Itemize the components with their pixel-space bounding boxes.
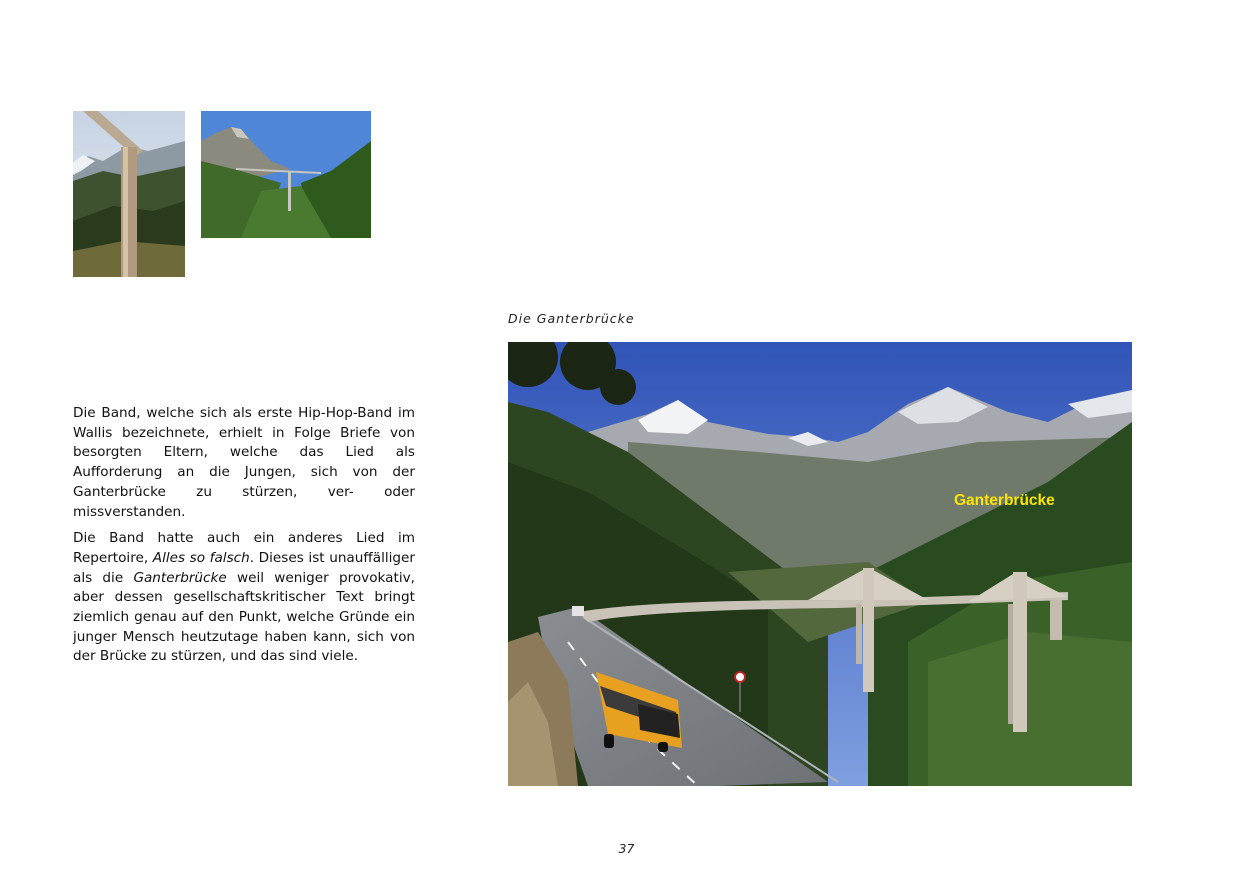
bridge-pier-thumbnail (73, 111, 185, 277)
paragraph-1: Die Band, welche sich als erste Hip-Hop-Band im Wallis bezeichnete, erhielt in Folge Briefe von besorgten Eltern, welche das Lied als Aufforderung an die Jungen, sich von der Ganterbrücke zu stürzen, ver- oder missverstanden. (73, 405, 415, 520)
paragraph-2-text: . Dieses ist unauffälliger als die (73, 549, 415, 586)
paragraph-2-text: weil weniger provokativ, aber dessen gesellschaftskritischer Text bringt ziemlich genau auf den Punkt, welche Gründe ein junger Mensch heutzutage haben kann, sich von der Brücke zu stürzen, und das sind viele. (73, 569, 415, 665)
song-title-ganterbruecke: Ganterbrücke (133, 569, 227, 586)
song-title-alles-so-falsch: Alles so falsch (152, 549, 250, 566)
paragraph-2-text: Die Band hatte auch ein anderes Lied im Repertoire, (73, 530, 415, 566)
page-number: 37 (618, 841, 635, 856)
valley-bridge-thumbnail (201, 111, 371, 238)
bridge-label: Ganterbrücke (954, 492, 1055, 509)
body-text (73, 404, 415, 674)
ganterbruecke-photo (508, 342, 1132, 786)
photo-caption: Die Ganterbrücke (508, 311, 635, 326)
paragraph-2 (73, 529, 415, 667)
